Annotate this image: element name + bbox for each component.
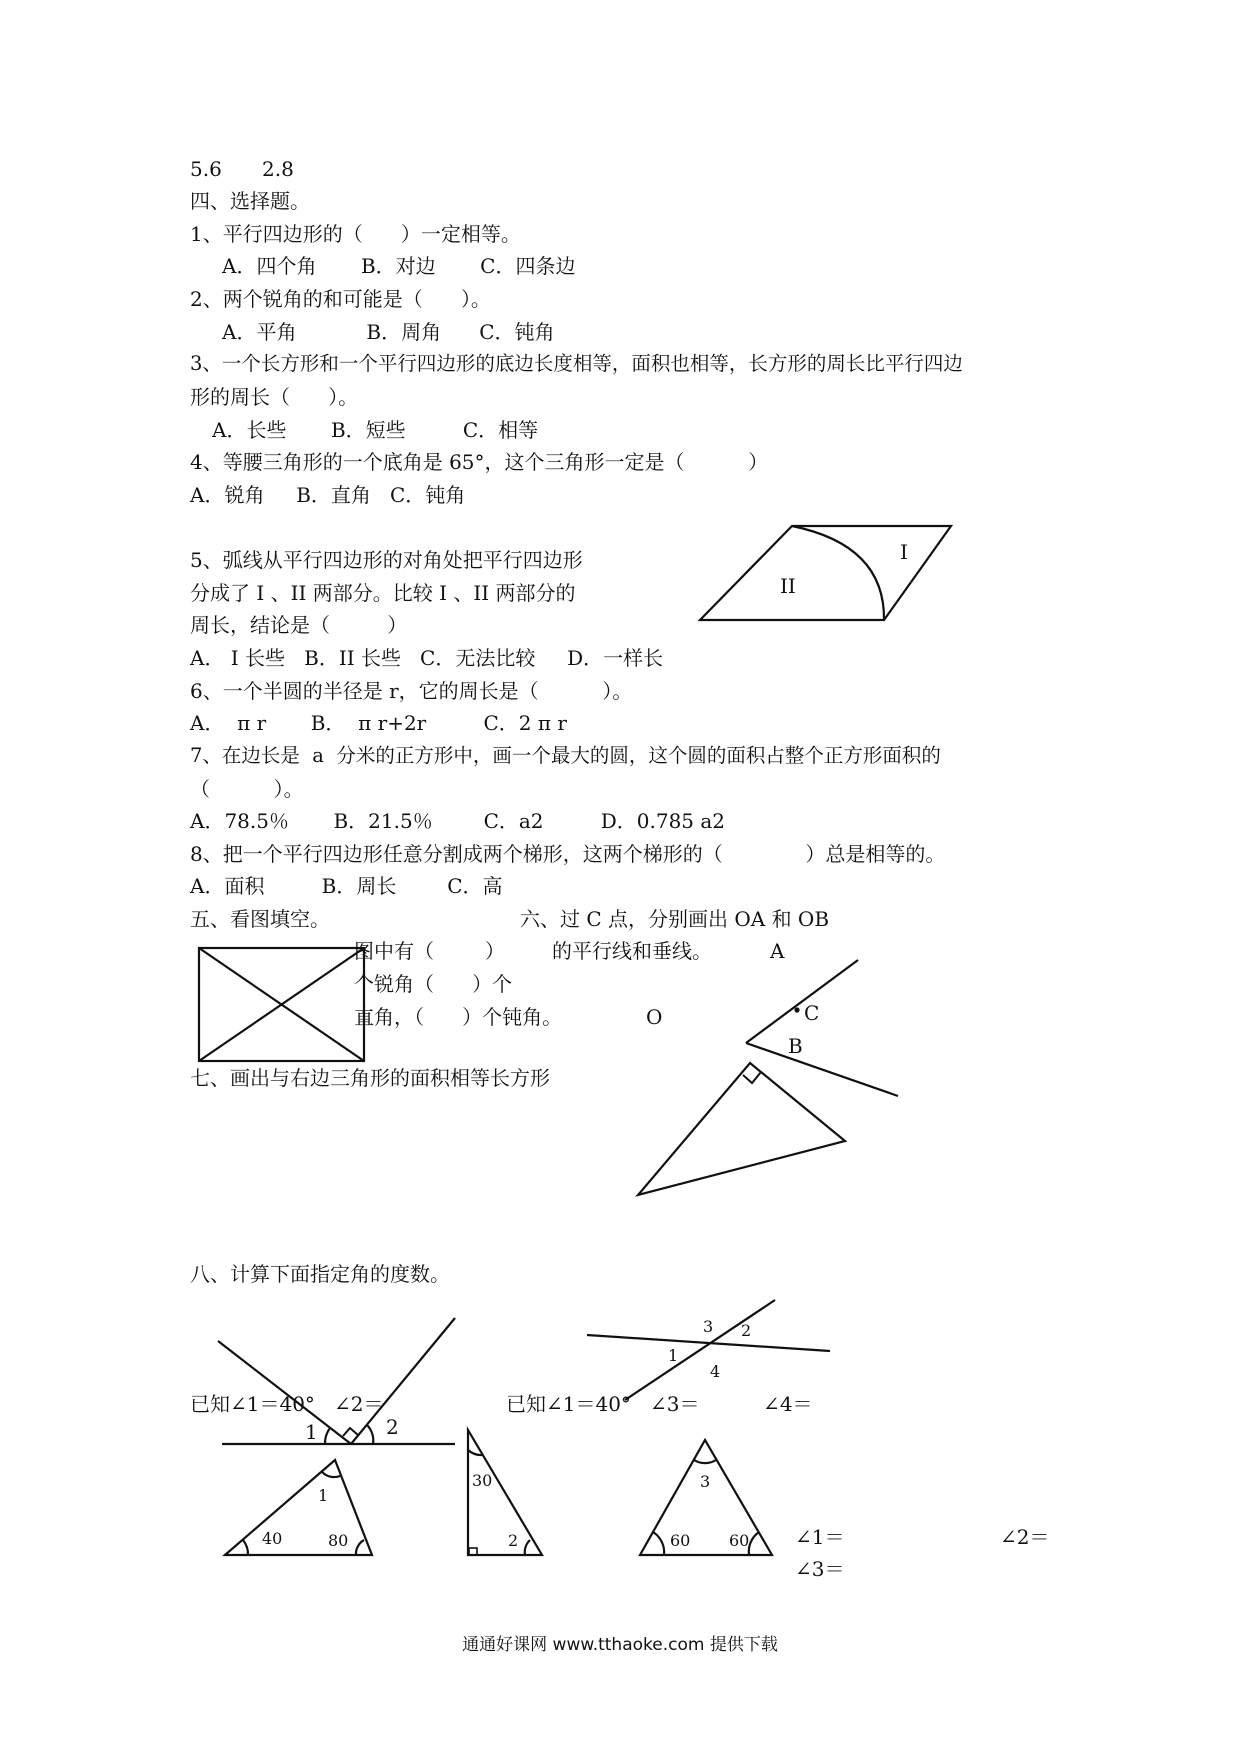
q5-stem-line3: 周长，结论是（ ） (190, 613, 408, 637)
q5-options: A． I 长些 B．II 长些 C．无法比较 D．一样长 (190, 646, 664, 670)
section8-title: 八、计算下面指定角的度数。 (190, 1262, 450, 1286)
section6-title: 六、过 C 点，分别画出 OA 和 OB (520, 907, 830, 931)
triangle1-angle-b-arc (356, 1540, 364, 1555)
fig1-label-1: 1 (305, 1420, 318, 1444)
triangle1-angle-x-arc (322, 1472, 340, 1477)
triangle3-angle-a-arc (653, 1532, 664, 1555)
triangle3-label-x: 3 (700, 1472, 711, 1491)
answer-angle-1: ∠1＝ (795, 1525, 845, 1549)
q1-stem: 1、平行四边形的（ ）一定相等。 (190, 222, 521, 246)
q6-stem: 6、一个半圆的半径是 r，它的周长是（ ）。 (190, 679, 633, 703)
section5-line2: 个锐角（ ）个 (354, 972, 513, 996)
fig1-label-2: 2 (386, 1415, 399, 1439)
q2-options: A．平角 B．周角 C．钝角 (222, 320, 555, 344)
fig2-label-4: 4 (710, 1362, 721, 1381)
q3-stem-line1: 3、一个长方形和一个平行四边形的底边长度相等，面积也相等，长方形的周长比平行四边 (190, 352, 963, 375)
q5-stem-line2: 分成了 I 、II 两部分。比较 I 、II 两部分的 (190, 581, 576, 605)
q3-stem-line2: 形的周长（ ）。 (190, 385, 359, 409)
q6-options: A． π r B． π r+2r C．2 π r (190, 711, 567, 735)
fig2-label-3: 3 (703, 1317, 714, 1336)
section8-known2: 已知∠1＝40° ∠3＝ ∠4＝ (506, 1392, 813, 1416)
label-B: B (788, 1034, 803, 1058)
section4-title: 四、选择题。 (190, 189, 310, 213)
q3-options: A．长些 B．短些 C．相等 (212, 418, 539, 442)
section6-line2: 的平行线和垂线。 (552, 939, 712, 963)
q8-options: A．面积 B．周长 C．高 (190, 874, 503, 898)
triangle3-angle-x-arc (694, 1460, 716, 1463)
triangle2-angle-x-arc (525, 1540, 530, 1555)
footer-text: 通通好课网 www.tthaoke.com 提供下载 (462, 1635, 778, 1655)
triangle2-shape (468, 1430, 542, 1555)
section5-line1: 图中有（ ） (354, 939, 505, 963)
section5-title: 五、看图填空。 (190, 907, 330, 931)
triangle2-label-a: 30 (472, 1471, 493, 1490)
triangle3-angle-b-arc (749, 1532, 759, 1555)
q4-options: A．锐角 B．直角 C．钝角 (190, 483, 466, 507)
q7-options: A．78.5％ B．21.5％ C．a2 D．0.785 a2 (190, 809, 726, 833)
q5-stem-line1: 5、弧线从平行四边形的对角处把平行四边形 (190, 548, 583, 572)
triangle3-label-b: 60 (729, 1531, 750, 1550)
top-number-2: 2.8 (262, 157, 294, 181)
section7-title: 七、画出与右边三角形的面积相等长方形 (190, 1066, 550, 1090)
triangle1-label-b: 80 (328, 1531, 349, 1550)
q7-stem-line2: （ ）。 (190, 777, 304, 801)
triangle1-angle-a-arc (243, 1540, 248, 1555)
triangle2-label-x: 2 (508, 1531, 519, 1550)
q8-stem: 8、把一个平行四边形任意分割成两个梯形，这两个梯形的（ ）总是相等的。 (190, 842, 946, 866)
triangle1-label-a: 40 (262, 1529, 283, 1548)
answer-angle-3: ∠3＝ (795, 1557, 845, 1581)
answer-angle-2: ∠2＝ (1000, 1525, 1050, 1549)
fig2-label-2: 2 (741, 1321, 752, 1340)
triangle3-label-a: 60 (670, 1531, 691, 1550)
top-number-1: 5.6 (190, 157, 222, 181)
q4-stem: 4、等腰三角形的一个底角是 65°，这个三角形一定是（ ） (190, 450, 769, 474)
fig2-label-1: 1 (668, 1346, 679, 1365)
q1-options: A．四个角 B．对边 C．四条边 (222, 254, 576, 278)
label-region-II: II (780, 574, 796, 598)
triangle1-shape (225, 1460, 372, 1555)
label-C: C (804, 1001, 820, 1025)
label-region-I: I (900, 540, 908, 564)
q7-stem-line1: 7、在边长是 a 分米的正方形中，画一个最大的圆，这个圆的面积占整个正方形面积的 (190, 744, 941, 767)
triangle1-label-x: 1 (318, 1486, 329, 1505)
label-O: O (646, 1005, 663, 1029)
q2-stem: 2、两个锐角的和可能是（ ）。 (190, 287, 491, 311)
section8-known1: 已知∠1＝40° ∠2＝ (190, 1392, 384, 1416)
section5-line3: 直角，（ ）个钝角。 (354, 1005, 563, 1029)
label-A: A (770, 939, 785, 963)
